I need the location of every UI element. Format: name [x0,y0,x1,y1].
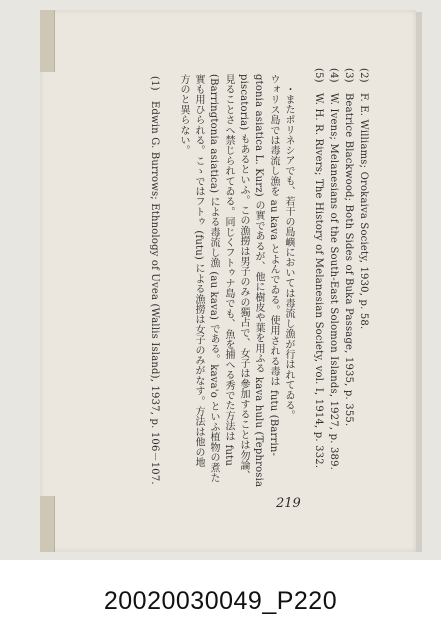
image-caption: 20020030049_P220 [103,586,338,615]
footnote-3: (3) Beatrice Blackwood; Both Sides of Buka Passage, 1935, p. 355. [343,68,354,427]
body-line-1: ・またポリネシアでも、若干の島嶼においては毒流し漁が行はれてゐる。 [283,84,294,421]
page-edge [416,12,422,552]
binding-tape-bottom [40,496,55,552]
body-line-6: (Barringtonia asiatica) による毒流し漁 (au kava) である。kava'o といふ植物の煮た [208,74,219,483]
body-line-5: 見ることさへ禁じられてゐる。同じくフトゥナ島でも、魚を捕へる秀でた方法は futu [223,74,234,466]
footnote-5: (5) W. H. R. Rivers; The History of Melanesian Society, vol. I, 1914, p. 332. [313,68,324,469]
body-line-7: 實も用ひられる。こゝではフトゥ (futu) による漁撈は女子のみがなす。方法は他の地 [193,74,204,468]
reference-1: (1) Edwin G. Burrows; Ethnology of Uvea (Wallis Island), 1937, p. 106－107. [149,76,160,485]
body-line-3: gtonia asiatica L. Kurz) の實であるが、他に樹皮や葉を用ふる kava hulu (Tephrosia [253,74,264,488]
body-line-4: piscatoria) もあるといふ。この漁撈は男子のみの獨占で、女子は參加することは勿論、 [238,74,249,481]
book-page [40,10,416,552]
footnote-2: (2) F. E. Williams; Orokaiva Society, 1930, p. 58. [358,68,369,330]
body-line-2: ウォリス島では毒流し漁を au kava とよんでゐる。使用される毒は futu (Barrin- [268,74,279,457]
binding-tape-top [40,10,55,72]
footnote-4: (4) W. Ivens; Melanesians of the South-East Solomon Islands, 1927, p. 389. [328,68,339,471]
body-line-8: 方のと異らない。 [178,74,189,156]
page-number: 219 [276,496,301,511]
